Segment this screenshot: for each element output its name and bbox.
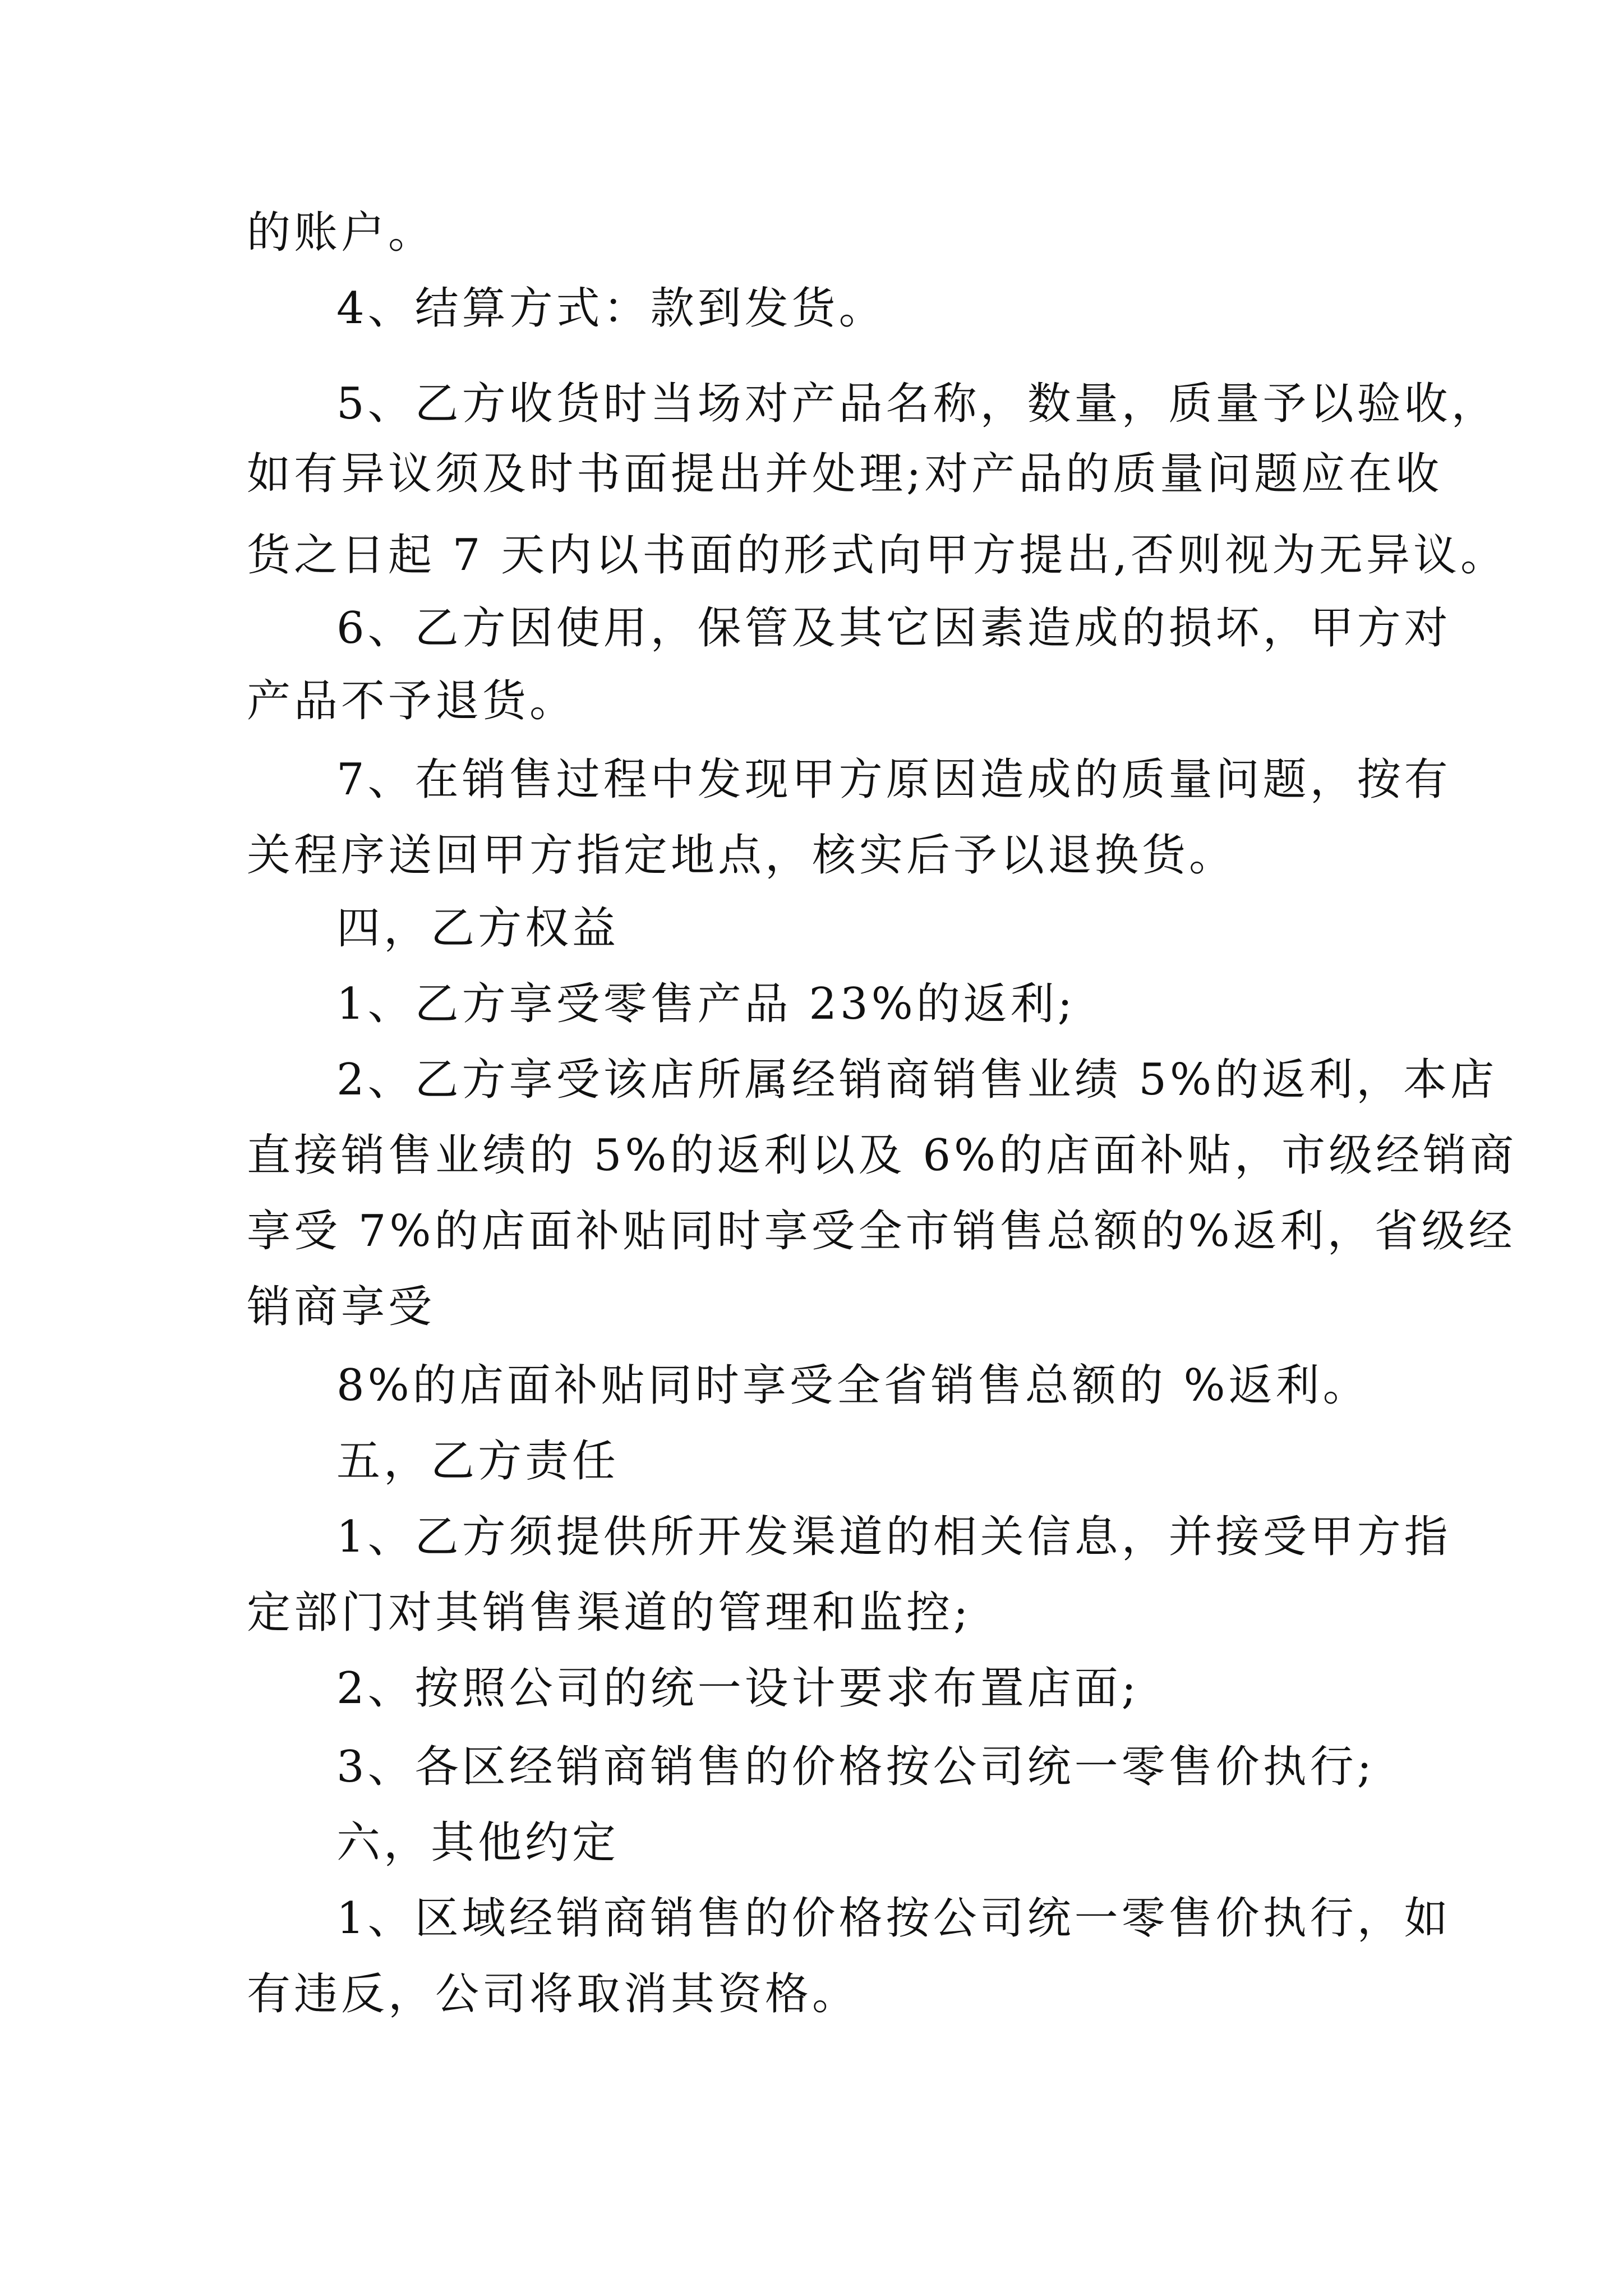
text-line: 直接销售业绩的 5%的返利以及 6%的店面补贴，市级经销商 <box>247 1130 1518 1181</box>
text-line: 1、区域经销商销售的价格按公司统一零售价执行，如 <box>336 1893 1451 1944</box>
text-line: 3、各区经销商销售的价格按公司统一零售价执行; <box>336 1742 1375 1792</box>
text-line: 如有异议须及时书面提出并处理;对产品的质量问题应在收 <box>247 449 1443 499</box>
section-heading: 四，乙方权益 <box>336 903 620 954</box>
section-heading: 五，乙方责任 <box>336 1436 620 1487</box>
text-line: 货之日起 7 天内以书面的形式向甲方提出,否则视为无异议。 <box>247 530 1508 581</box>
text-line: 2、乙方享受该店所属经销商销售业绩 5%的返利，本店 <box>336 1055 1498 1105</box>
section-heading: 六，其他约定 <box>336 1818 620 1868</box>
text-line: 8%的店面补贴同时享受全省销售总额的 %返利。 <box>336 1360 1370 1411</box>
text-line: 享受 7%的店面补贴同时享受全市销售总额的%返利，省级经 <box>247 1206 1516 1257</box>
text-line: 6、乙方因使用，保管及其它因素造成的损坏，甲方对 <box>336 603 1451 654</box>
text-line: 定部门对其销售渠道的管理和监控; <box>247 1588 972 1638</box>
text-line: 5、乙方收货时当场对产品名称，数量，质量予以验收， <box>336 379 1498 429</box>
text-line: 的账户。 <box>247 208 436 258</box>
text-line: 有违反，公司将取消其资格。 <box>247 1969 860 2019</box>
text-line: 产品不予退货。 <box>247 676 577 726</box>
text-line: 2、按照公司的统一设计要求布置店面; <box>336 1663 1140 1714</box>
text-line: 1、乙方须提供所开发渠道的相关信息，并接受甲方指 <box>336 1512 1451 1562</box>
text-line: 7、在销售过程中发现甲方原因造成的质量问题，按有 <box>336 754 1451 805</box>
text-line: 关程序送回甲方指定地点，核实后予以退换货。 <box>247 830 1237 881</box>
text-line: 销商享受 <box>247 1282 436 1332</box>
text-line: 4、结算方式：款到发货。 <box>336 283 886 334</box>
text-line: 1、乙方享受零售产品 23%的返利; <box>336 979 1076 1029</box>
